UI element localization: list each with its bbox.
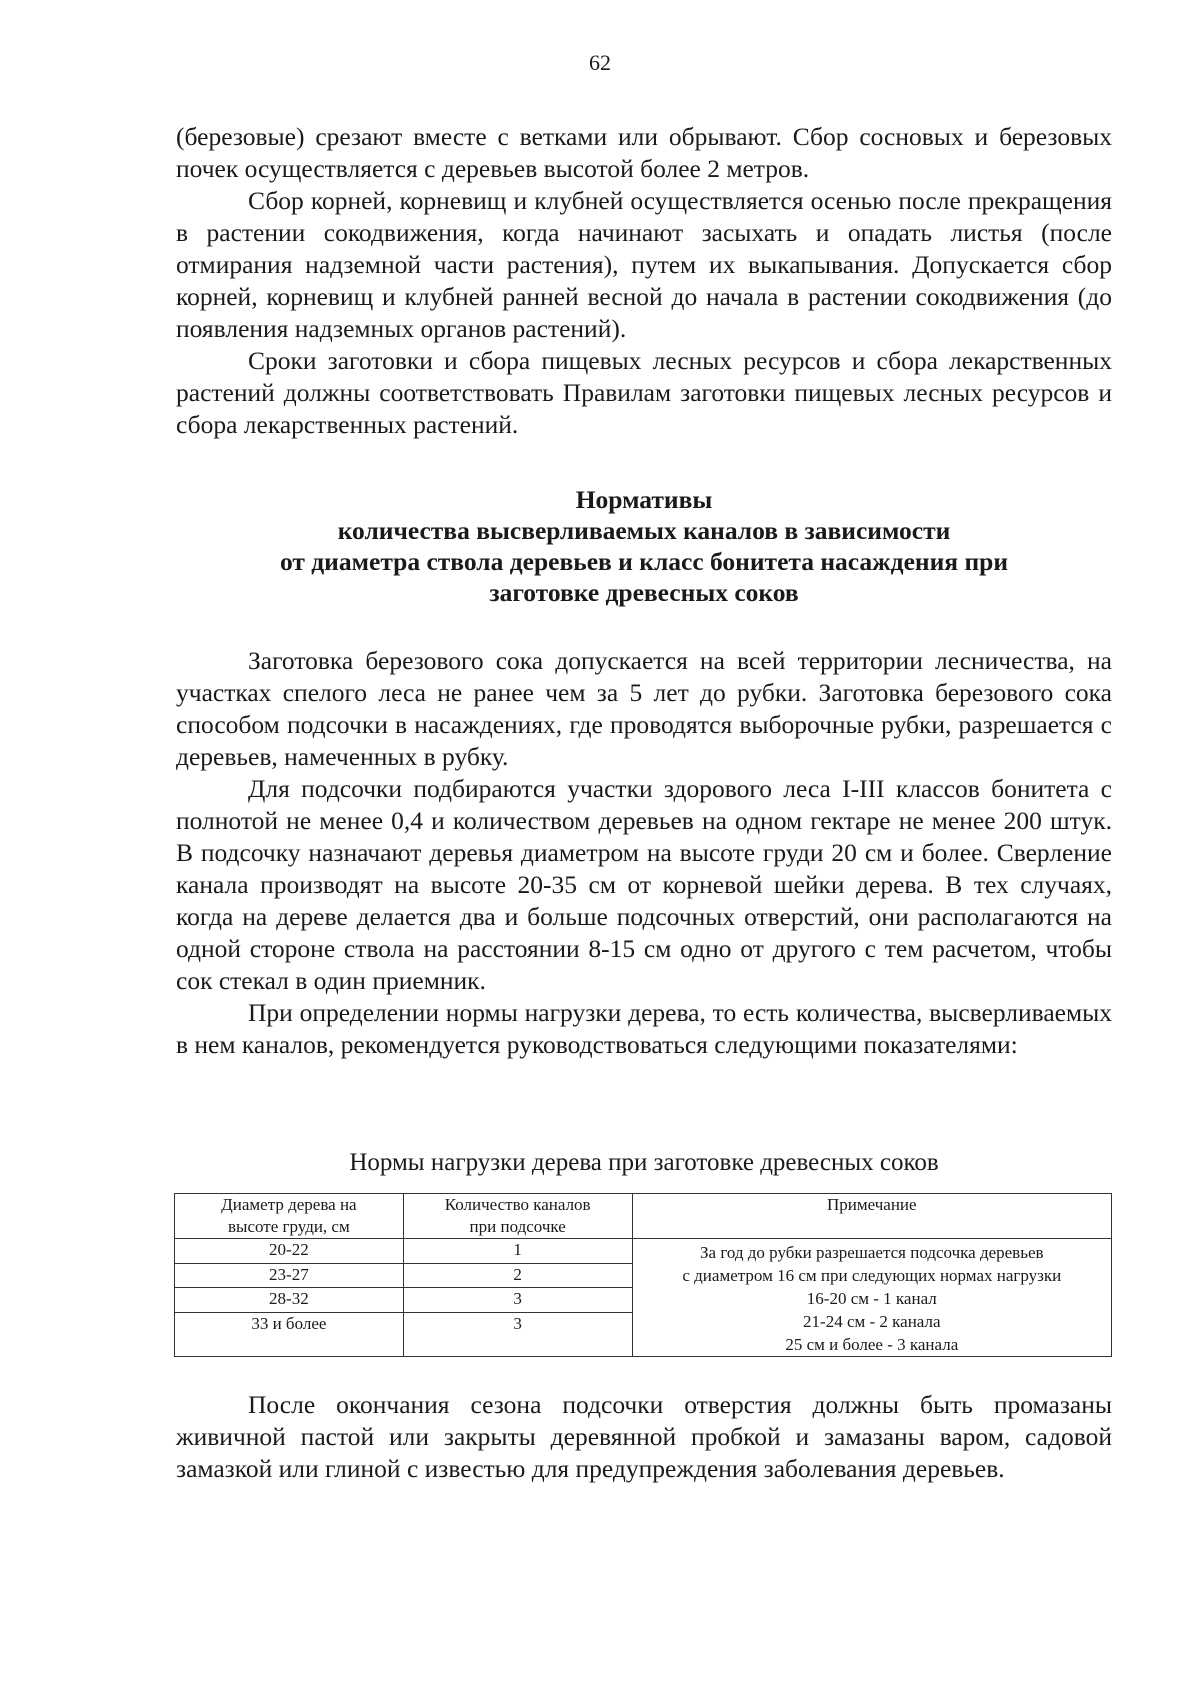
- cell-note: [632, 1239, 1111, 1357]
- cell-diameter: 33 и более: [175, 1313, 404, 1357]
- heading-line-2: количества высверливаемых каналов в зависимости: [337, 516, 951, 545]
- heading-line-4: заготовке древесных соков: [489, 578, 799, 607]
- intro-paragraph-2: Сбор корней, корневищ и клубней осуществляется осенью после прекращения в растении сокодвижения, когда начинают засыхать и опадать листья (после отмирания надземной части растения), путем их выкапывания. Допускается сбор корней, корневищ и клубней ранней весной до начала в растении сокодвижения (до появления надземных органов растений).: [176, 186, 1112, 343]
- cell-channels: 3: [403, 1313, 632, 1357]
- note-line-3: 16-20 см - 1 канал: [806, 1289, 937, 1308]
- cell-diameter: 20-22: [175, 1239, 404, 1264]
- header-note: Примечание: [632, 1194, 1111, 1239]
- note-line-5: 25 см и более - 3 канала: [785, 1335, 959, 1354]
- note-line-2: с диаметром 16 см при следующих нормах нагрузки: [682, 1266, 1062, 1285]
- section-heading: [176, 484, 1112, 608]
- heading-line-3: от диаметра ствола деревьев и класс бонитета насаждения при: [279, 547, 1009, 576]
- closing-text: [176, 1389, 1112, 1485]
- norms-table: [174, 1193, 1112, 1357]
- heading-line-1: Нормативы: [575, 485, 713, 514]
- table-row: [175, 1239, 1112, 1264]
- header-diameter-line-1: Диаметр дерева на: [221, 1195, 357, 1214]
- section-paragraph-1: Заготовка березового сока допускается на всей территории лесничества, на участках спелого леса не ранее чем за 5 лет до рубки. Заготовка березового сока способом подсочки в насаждениях, где проводятся выборочные рубки, разрешается с деревьев, намеченных в рубку.: [176, 646, 1112, 771]
- cell-channels: 2: [403, 1263, 632, 1288]
- note-line-4: 21-24 см - 2 канала: [803, 1312, 941, 1331]
- cell-channels: 1: [403, 1239, 632, 1264]
- cell-channels: 3: [403, 1288, 632, 1313]
- section-text: [176, 645, 1112, 1061]
- section-paragraph-3: При определении нормы нагрузки дерева, то есть количества, высверливаемых в нем каналов, рекомендуется руководствоваться следующими показателями:: [176, 998, 1112, 1059]
- cell-diameter: 28-32: [175, 1288, 404, 1313]
- intro-text: [176, 121, 1112, 441]
- table-header-row: [175, 1194, 1112, 1239]
- header-diameter: [175, 1194, 404, 1239]
- page-number: 62: [589, 50, 611, 75]
- header-channels-line-2: при подсочке: [469, 1217, 566, 1236]
- header-channels-line-1: Количество каналов: [444, 1195, 591, 1214]
- header-diameter-line-2: высоте груди, см: [228, 1217, 350, 1236]
- cell-diameter: 23-27: [175, 1263, 404, 1288]
- section-paragraph-2: Для подсочки подбираются участки здорового леса I-III классов бонитета с полнотой не менее 0,4 и количеством деревьев на одном гектаре не менее 200 штук. В подсочку назначают деревья диаметром на высоте груди 20 см и более. Сверление канала производят на высоте 20-35 см от корневой шейки дерева. В тех случаях, когда на дереве делается два и больше подсочных отверстий, они располагаются на одной стороне ствола на расстоянии 8-15 см одно от другого с тем расчетом, чтобы сок стекал в один приемник.: [176, 774, 1112, 995]
- header-channels: [403, 1194, 632, 1239]
- table-caption: Нормы нагрузки дерева при заготовке древесных соков: [349, 1149, 939, 1176]
- intro-paragraph-1: (березовые) срезают вместе с ветками или обрывают. Сбор сосновых и березовых почек осуществляется с деревьев высотой более 2 метров.: [176, 122, 1112, 183]
- note-line-1: За год до рубки разрешается подсочка деревьев: [700, 1243, 1044, 1262]
- closing-paragraph: После окончания сезона подсочки отверстия должны быть промазаны живичной пастой или закрыты деревянной пробкой и замазаны варом, садовой замазкой или глиной с известью для предупреждения заболевания деревьев.: [176, 1390, 1112, 1483]
- intro-paragraph-3: Сроки заготовки и сбора пищевых лесных ресурсов и сбора лекарственных растений должны соответствовать Правилам заготовки пищевых лесных ресурсов и сбора лекарственных растений.: [176, 346, 1112, 439]
